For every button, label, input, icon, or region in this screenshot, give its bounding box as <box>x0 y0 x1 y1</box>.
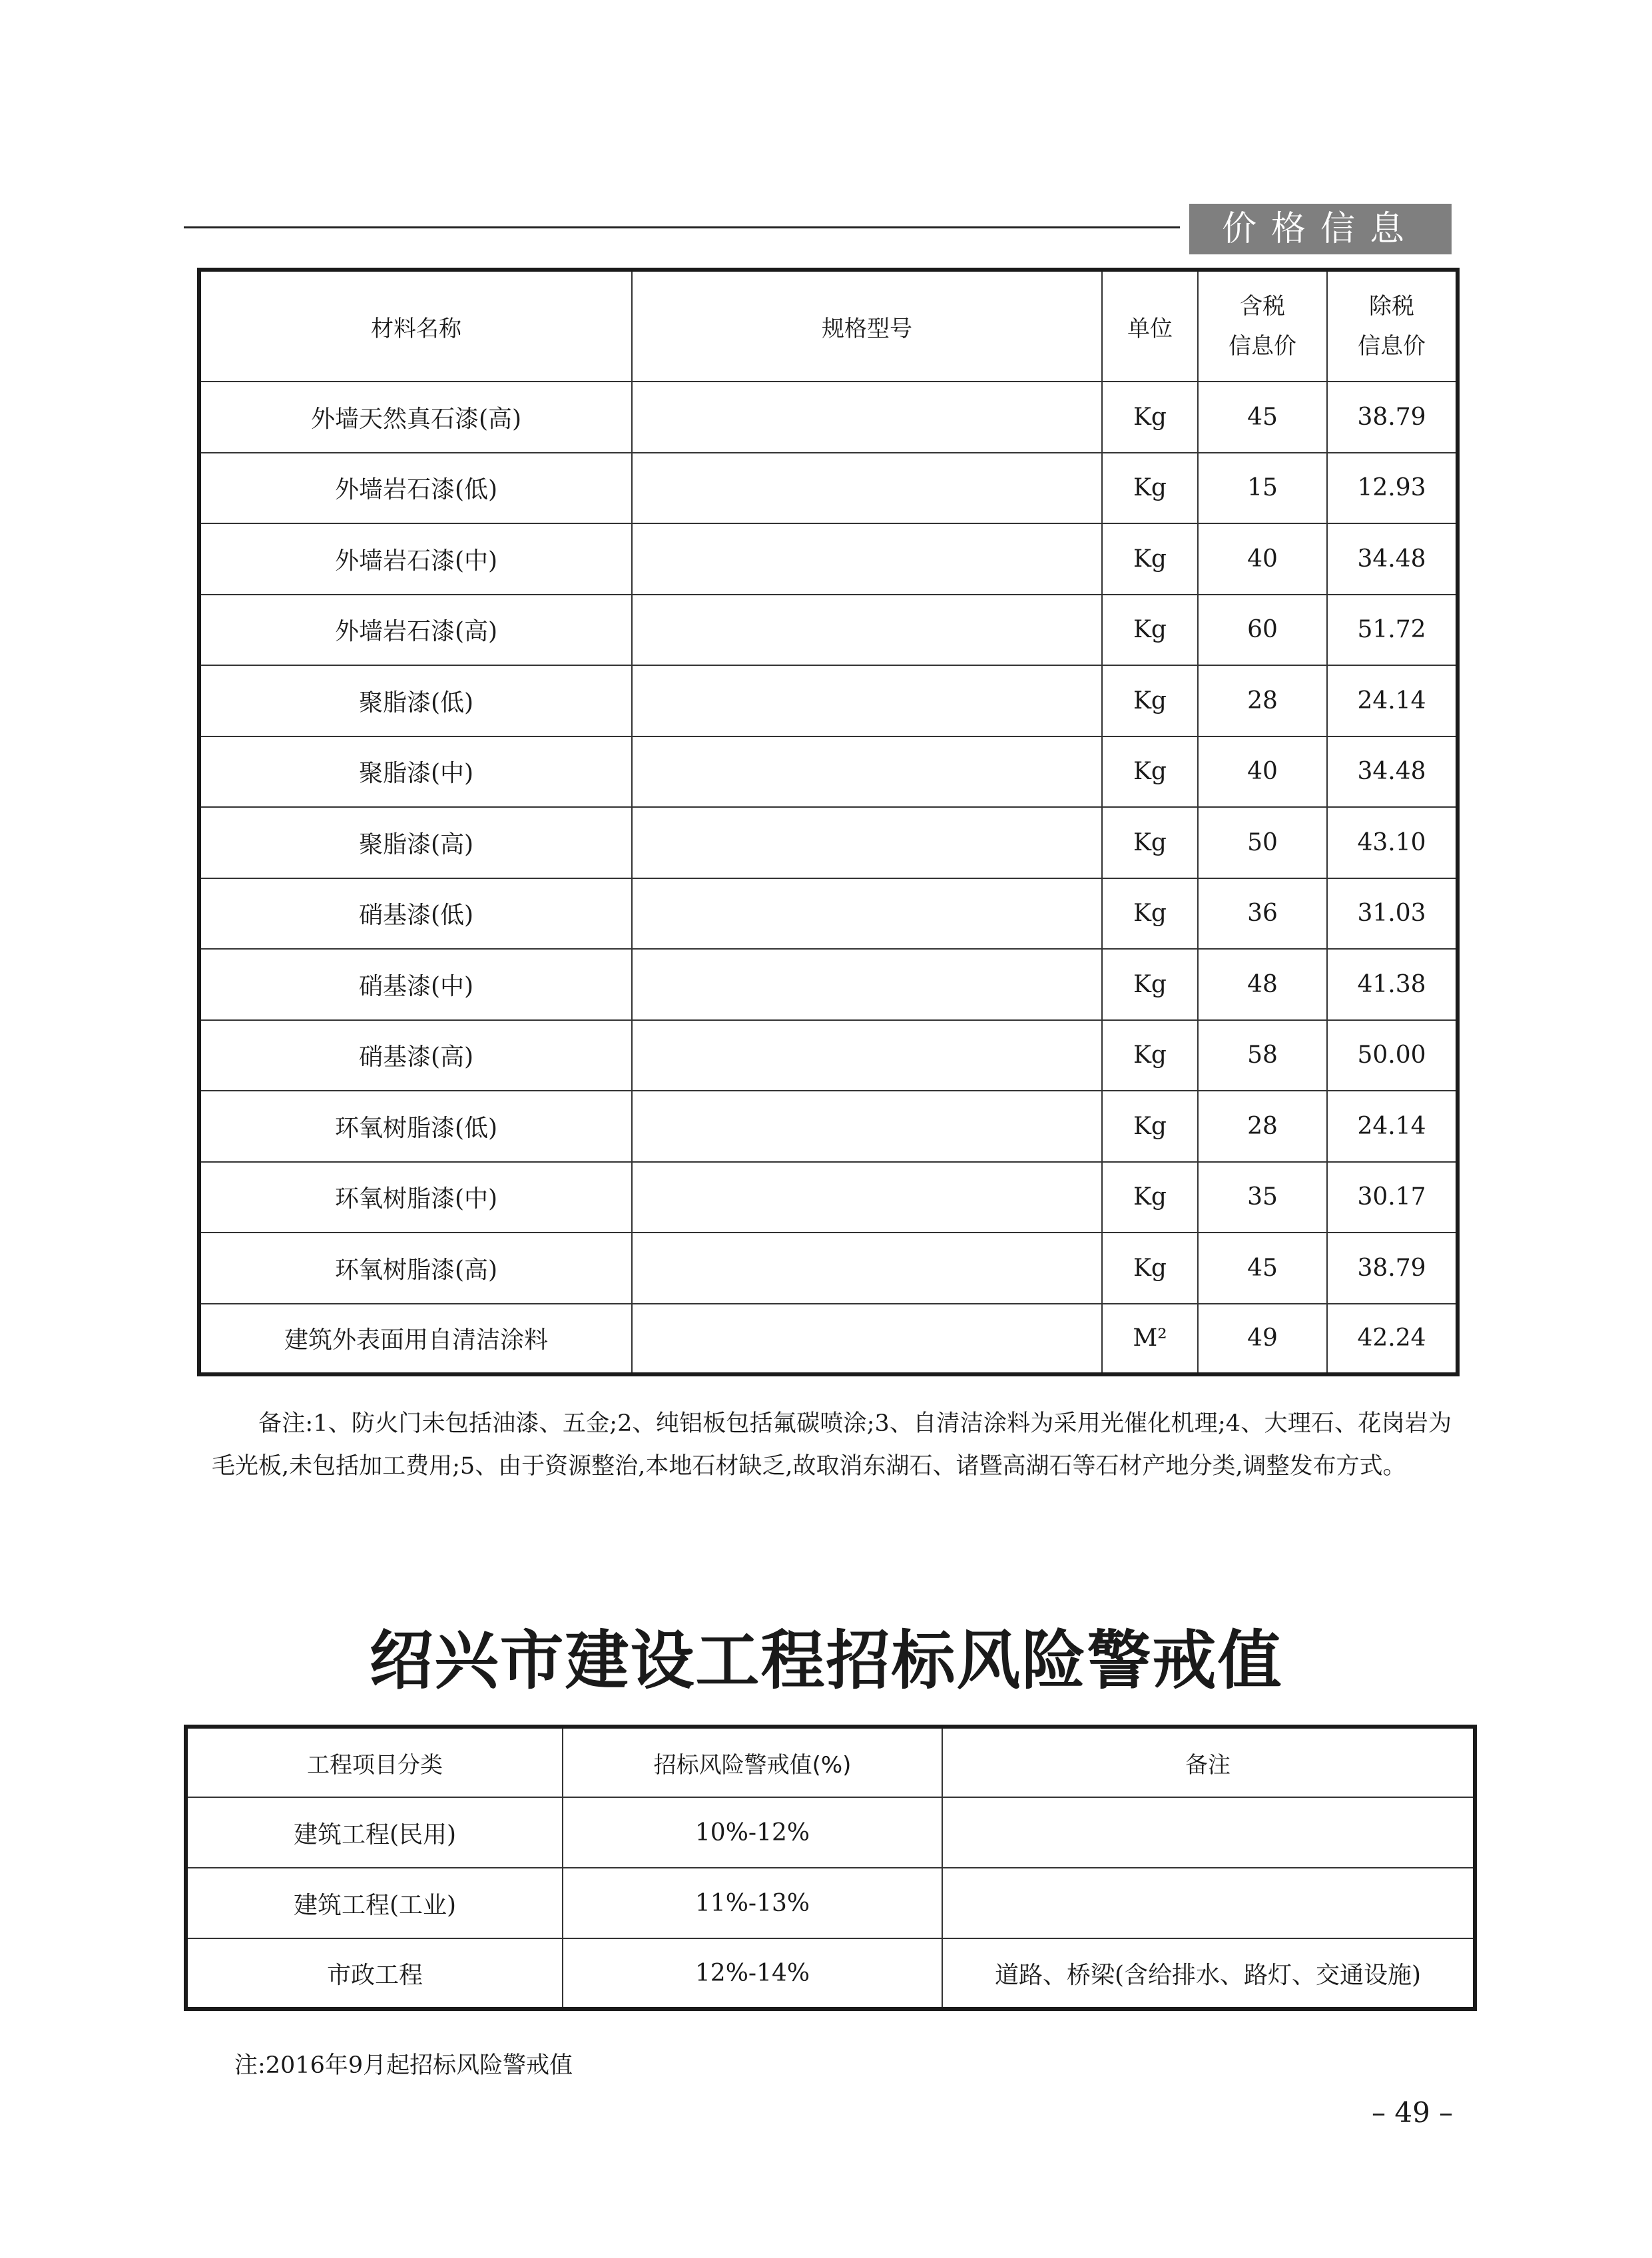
cell-project-category: 建筑工程(民用) <box>186 1797 563 1868</box>
cell-risk-value: 11%-13% <box>563 1868 942 1938</box>
cell-price-tax: 50 <box>1198 807 1327 878</box>
cell-price-tax: 49 <box>1198 1304 1327 1375</box>
cell-price-notax: 43.10 <box>1327 807 1458 878</box>
cell-spec <box>632 1304 1102 1375</box>
cell-risk-value: 12%-14% <box>563 1938 942 2009</box>
footnote: 注:2016年9月起招标风险警戒值 <box>234 2052 573 2079</box>
cell-remark <box>942 1868 1475 1938</box>
table-row <box>199 1304 1458 1375</box>
col-project-category: 工程项目分类 <box>186 1727 563 1797</box>
table-row <box>199 807 1458 878</box>
cell-price-notax: 41.38 <box>1327 949 1458 1020</box>
table-row <box>199 1162 1458 1233</box>
cell-spec <box>632 949 1102 1020</box>
col-spec: 规格型号 <box>632 270 1102 382</box>
col-unit: 单位 <box>1102 270 1198 382</box>
cell-material-name: 聚脂漆(低) <box>199 665 632 736</box>
table-row <box>199 949 1458 1020</box>
cell-material-name: 聚脂漆(高) <box>199 807 632 878</box>
table-row <box>199 736 1458 808</box>
col-price-notax <box>1327 270 1458 382</box>
cell-unit: Kg <box>1102 453 1198 524</box>
cell-spec <box>632 1162 1102 1233</box>
cell-spec <box>632 878 1102 950</box>
cell-price-notax: 50.00 <box>1327 1020 1458 1091</box>
table-row <box>186 1797 1475 1868</box>
cell-price-tax: 58 <box>1198 1020 1327 1091</box>
cell-price-tax: 40 <box>1198 736 1327 808</box>
cell-unit: M² <box>1102 1304 1198 1375</box>
col-risk-value: 招标风险警戒值(%) <box>563 1727 942 1797</box>
cell-spec <box>632 595 1102 666</box>
cell-material-name: 建筑外表面用自清洁涂料 <box>199 1304 632 1375</box>
cell-price-notax: 38.79 <box>1327 382 1458 453</box>
cell-remark <box>942 1797 1475 1868</box>
cell-unit: Kg <box>1102 949 1198 1020</box>
cell-material-name: 外墙岩石漆(高) <box>199 595 632 666</box>
cell-spec <box>632 1233 1102 1304</box>
cell-price-notax: 51.72 <box>1327 595 1458 666</box>
header-rule <box>184 226 1180 228</box>
col-price-notax-label: 除税 信息价 <box>1358 293 1426 360</box>
cell-unit: Kg <box>1102 807 1198 878</box>
table-row <box>186 1868 1475 1938</box>
cell-risk-value: 10%-12% <box>563 1797 942 1868</box>
cell-material-name: 硝基漆(中) <box>199 949 632 1020</box>
cell-price-tax: 35 <box>1198 1162 1327 1233</box>
section-title: 绍兴市建设工程招标风险警戒值 <box>369 1623 1283 1698</box>
cell-unit: Kg <box>1102 1091 1198 1162</box>
cell-unit: Kg <box>1102 1020 1198 1091</box>
cell-price-notax: 12.93 <box>1327 453 1458 524</box>
cell-material-name: 外墙岩石漆(中) <box>199 523 632 595</box>
table-row <box>199 523 1458 595</box>
cell-material-name: 环氧树脂漆(低) <box>199 1091 632 1162</box>
cell-price-tax: 40 <box>1198 523 1327 595</box>
cell-price-notax: 34.48 <box>1327 736 1458 808</box>
cell-spec <box>632 382 1102 453</box>
cell-unit: Kg <box>1102 665 1198 736</box>
cell-price-tax: 28 <box>1198 1091 1327 1162</box>
cell-spec <box>632 453 1102 524</box>
col-price-tax-label: 含税 信息价 <box>1229 293 1296 360</box>
cell-price-tax: 15 <box>1198 453 1327 524</box>
cell-spec <box>632 1091 1102 1162</box>
table-row <box>199 453 1458 524</box>
cell-project-category: 市政工程 <box>186 1938 563 2009</box>
cell-price-notax: 31.03 <box>1327 878 1458 950</box>
cell-price-tax: 36 <box>1198 878 1327 950</box>
cell-unit: Kg <box>1102 523 1198 595</box>
cell-price-tax: 48 <box>1198 949 1327 1020</box>
cell-spec <box>632 665 1102 736</box>
cell-unit: Kg <box>1102 595 1198 666</box>
table-row <box>199 1233 1458 1304</box>
risk-table <box>184 1725 1477 2011</box>
cell-price-tax: 45 <box>1198 1233 1327 1304</box>
table-row <box>199 878 1458 950</box>
cell-material-name: 环氧树脂漆(高) <box>199 1233 632 1304</box>
cell-spec <box>632 807 1102 878</box>
risk-table-header <box>186 1727 1475 1797</box>
table-row <box>199 382 1458 453</box>
cell-unit: Kg <box>1102 736 1198 808</box>
cell-price-notax: 42.24 <box>1327 1304 1458 1375</box>
cell-material-name: 聚脂漆(中) <box>199 736 632 808</box>
cell-price-notax: 38.79 <box>1327 1233 1458 1304</box>
cell-material-name: 硝基漆(高) <box>199 1020 632 1091</box>
col-price-tax <box>1198 270 1327 382</box>
cell-unit: Kg <box>1102 1162 1198 1233</box>
price-table-header <box>199 270 1458 382</box>
table-row <box>199 665 1458 736</box>
cell-project-category: 建筑工程(工业) <box>186 1868 563 1938</box>
cell-unit: Kg <box>1102 1233 1198 1304</box>
cell-price-notax: 24.14 <box>1327 665 1458 736</box>
cell-price-tax: 28 <box>1198 665 1327 736</box>
cell-material-name: 硝基漆(低) <box>199 878 632 950</box>
col-material-name: 材料名称 <box>199 270 632 382</box>
table-row <box>199 595 1458 666</box>
table-note: 备注:1、防火门未包括油漆、五金;2、纯铝板包括氟碳喷涂;3、自清洁涂料为采用光催化机理;4、大理石、花岗岩为毛光板,未包括加工费用;5、由于资源整治,本地石材缺乏,故取消东湖石、诸暨高湖石等石材产地分类,调整发布方式。 <box>212 1410 1452 1480</box>
cell-spec <box>632 523 1102 595</box>
cell-price-notax: 34.48 <box>1327 523 1458 595</box>
cell-price-notax: 24.14 <box>1327 1091 1458 1162</box>
cell-spec <box>632 736 1102 808</box>
cell-unit: Kg <box>1102 382 1198 453</box>
page-number: – 49 – <box>1372 2096 1454 2129</box>
cell-unit: Kg <box>1102 878 1198 950</box>
cell-material-name: 外墙岩石漆(低) <box>199 453 632 524</box>
cell-price-tax: 45 <box>1198 382 1327 453</box>
section-label: 价格信息 <box>1189 204 1452 254</box>
table-row <box>199 1020 1458 1091</box>
cell-spec <box>632 1020 1102 1091</box>
table-row <box>199 1091 1458 1162</box>
table-row <box>186 1938 1475 2009</box>
cell-material-name: 外墙天然真石漆(高) <box>199 382 632 453</box>
cell-price-notax: 30.17 <box>1327 1162 1458 1233</box>
cell-material-name: 环氧树脂漆(中) <box>199 1162 632 1233</box>
price-table <box>197 268 1460 1376</box>
cell-remark: 道路、桥梁(含给排水、路灯、交通设施) <box>942 1938 1475 2009</box>
col-remark: 备注 <box>942 1727 1475 1797</box>
cell-price-tax: 60 <box>1198 595 1327 666</box>
